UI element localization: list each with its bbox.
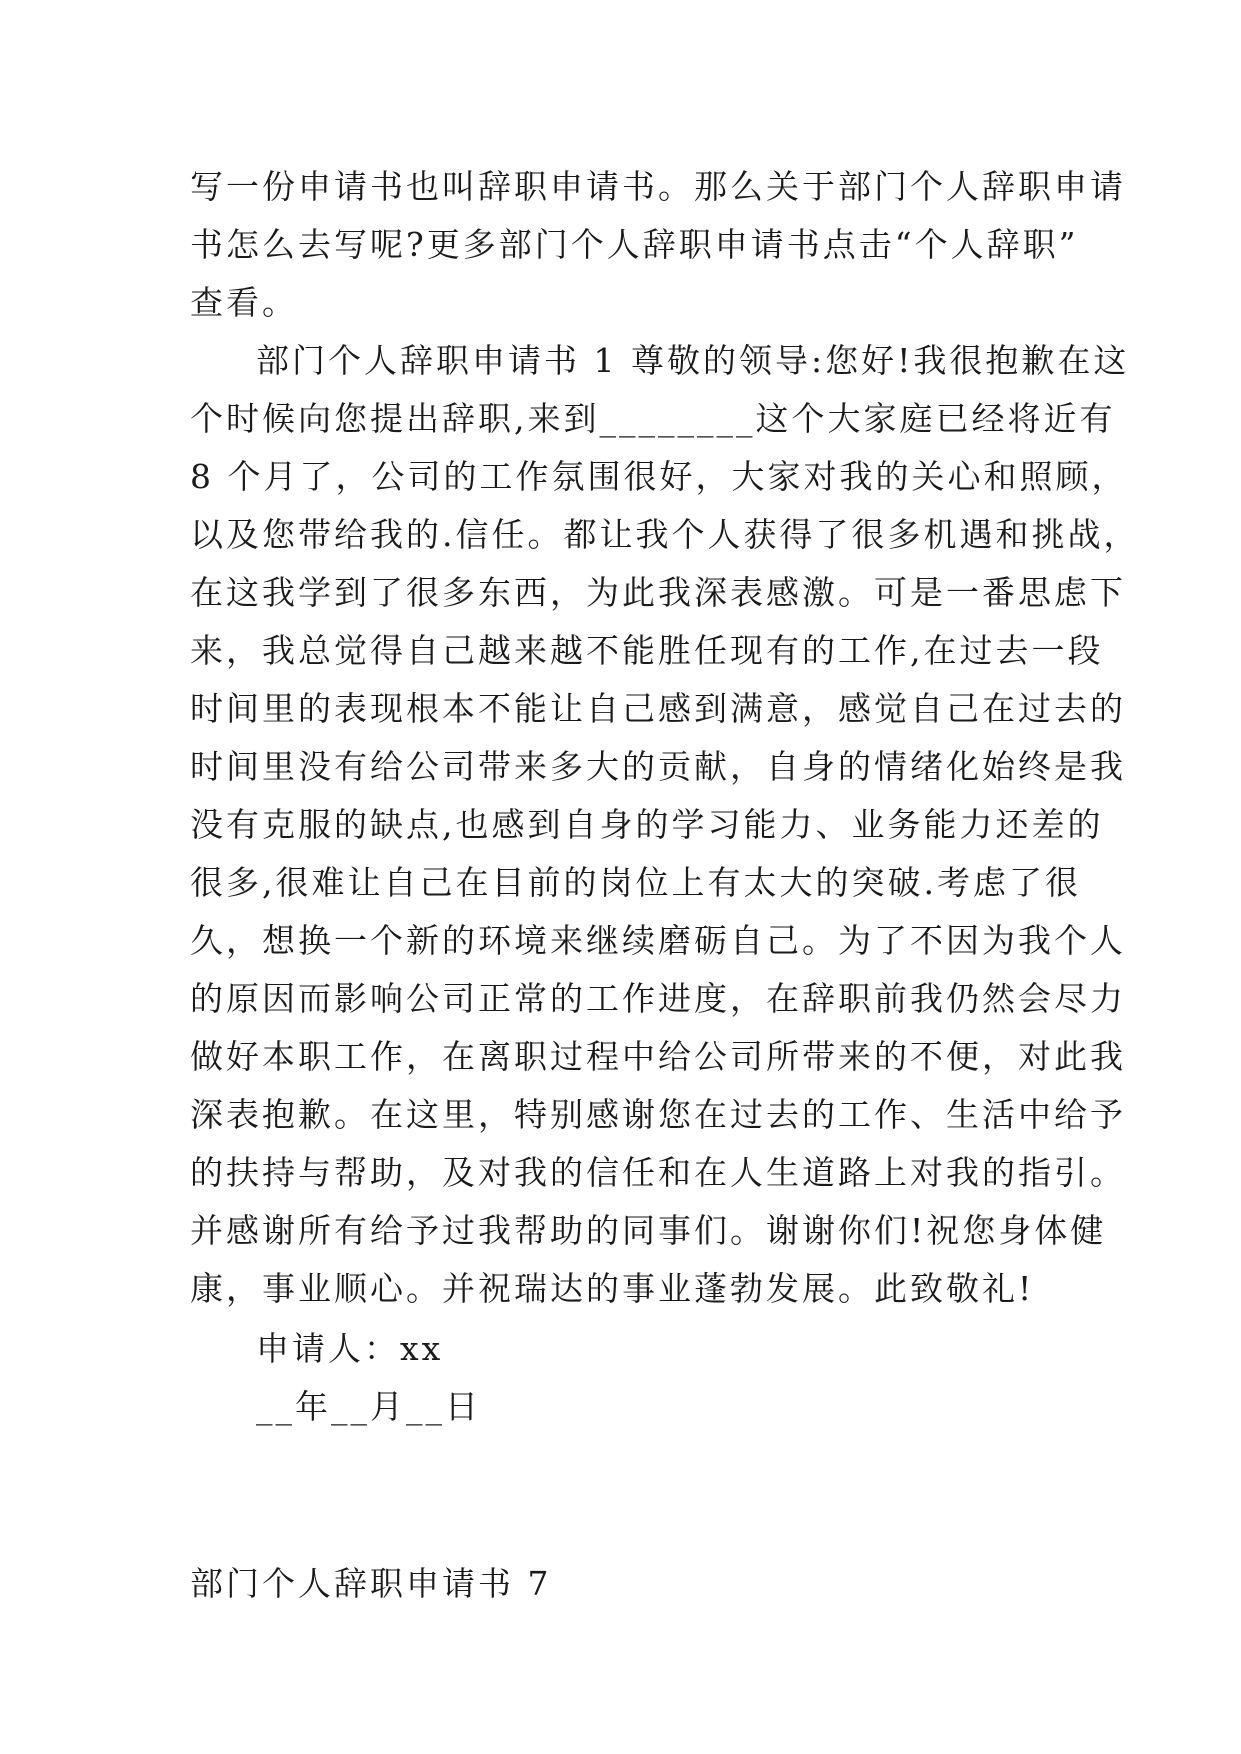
intro-line: 查看。 <box>190 283 298 322</box>
letter-line: 久，想换一个新的环境来继续磨砺自己。为了不因为我个人 <box>190 921 1126 960</box>
letter-line: 并感谢所有给予过我帮助的同事们。谢谢你们!祝您身体健 <box>190 1211 1107 1250</box>
letter-line: 个时候向您提出辞职,来到________这个大家庭已经将近有 <box>190 399 1116 438</box>
letter-line: 做好本职工作，在离职过程中给公司所带来的不便，对此我 <box>190 1037 1126 1076</box>
letter-line: 的扶持与帮助，及对我的信任和在人生道路上对我的指引。 <box>190 1153 1126 1192</box>
letter-line: 部门个人辞职申请书 1 尊敬的领导:您好!我很抱歉在这 <box>256 341 1130 380</box>
letter-body <box>190 332 1140 1318</box>
letter-line: 康，事业顺心。并祝瑞达的事业蓬勃发展。此致敬礼! <box>190 1269 1035 1308</box>
letter-line: 以及您带给我的.信任。都让我个人获得了很多机遇和挑战， <box>190 515 1140 554</box>
section-heading <box>190 1555 1052 1613</box>
letter-line: 的原因而影响公司正常的工作进度，在辞职前我仍然会尽力 <box>190 979 1126 1018</box>
letter-line: 8 个月了，公司的工作氛围很好，大家对我的关心和照顾， <box>190 457 1128 496</box>
letter-line: 很多,很难让自己在目前的岗位上有太大的突破.考虑了很 <box>190 863 1081 902</box>
letter-line: 在这我学到了很多东西，为此我深表感激。可是一番思虑下 <box>190 573 1126 612</box>
next-letter-title: 部门个人辞职申请书 7 <box>190 1564 552 1603</box>
letter-line: 深表抱歉。在这里，特别感谢您在过去的工作、生活中给予 <box>190 1095 1126 1134</box>
intro-line: 写一份申请书也叫辞职申请书。那么关于部门个人辞职申请 <box>190 167 1126 206</box>
date-line: __年__月__日 <box>256 1387 481 1426</box>
intro-line: 书怎么去写呢?更多部门个人辞职申请书点击“个人辞职” <box>190 225 1079 264</box>
letter-line: 没有克服的缺点,也感到自身的学习能力、业务能力还差的 <box>190 805 1104 844</box>
intro-paragraph <box>190 158 1126 332</box>
signature-block <box>190 1320 1052 1378</box>
letter-line: 时间里没有给公司带来多大的贡献，自身的情绪化始终是我 <box>190 747 1126 786</box>
letter-line: 来，我总觉得自己越来越不能胜任现有的工作,在过去一段 <box>190 631 1104 670</box>
letter-line: 时间里的表现根本不能让自己感到满意，感觉自己在过去的 <box>190 689 1126 728</box>
applicant-signature: 申请人：xx <box>256 1329 444 1368</box>
date-block <box>190 1378 1052 1436</box>
